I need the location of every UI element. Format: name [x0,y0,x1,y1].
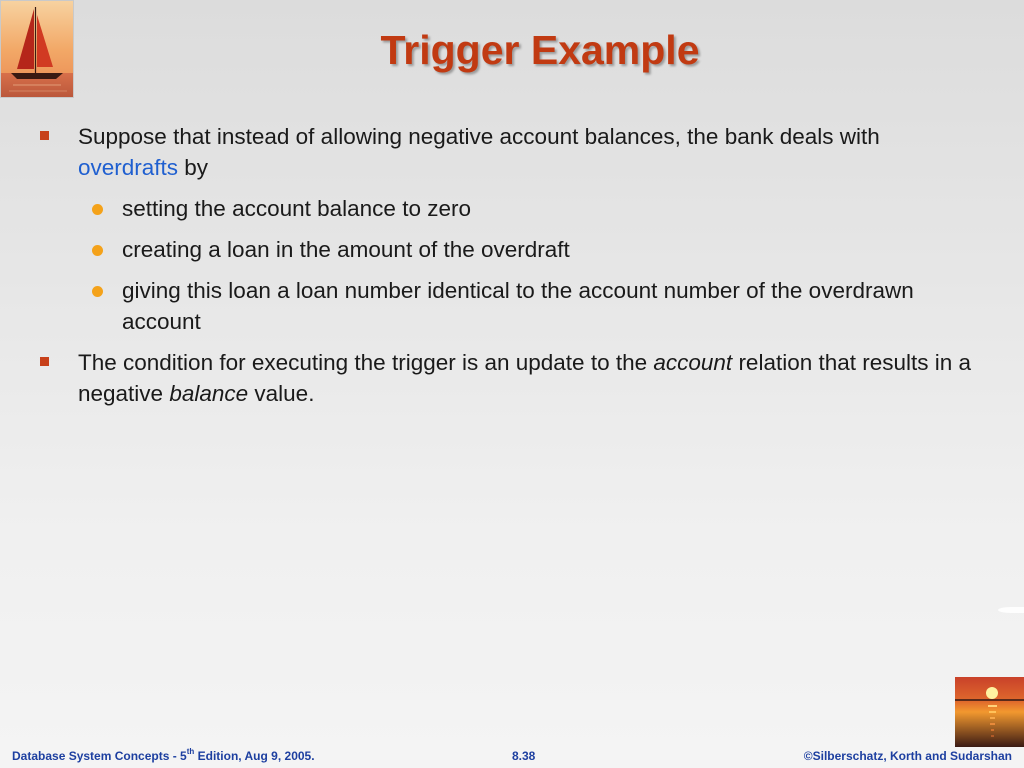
slide-title: Trigger Example [380,27,700,73]
square-bullet-icon [40,357,49,366]
square-bullet-icon [40,131,49,140]
dot-bullet-icon [92,286,103,297]
italic-term-account: account [653,350,733,375]
dot-bullet-icon [92,204,103,215]
sub-bullet-item: giving this loan a loan number identical to the account number of the overdrawn account [40,275,980,337]
sub-bullet-item: setting the account balance to zero [40,193,980,224]
page-number: 8.38 [512,749,536,763]
dot-bullet-icon [92,245,103,256]
bullet-item: The condition for executing the trigger is an update to the account relation that results in a negative balance value. [40,347,980,409]
sub-bullet-item: creating a loan in the amount of the overdraft [40,234,980,265]
footer-book-info: Database System Concepts - 5th Edition, Aug 9, 2005. [12,747,315,763]
footer [0,745,1024,765]
edge-highlight-mark [998,607,1024,613]
highlight-term: overdrafts [78,155,179,180]
bullet-item: Suppose that instead of allowing negative account balances, the bank deals with overdrafts by [40,121,980,183]
slide-content [40,121,980,419]
copyright: ©Silberschatz, Korth and Sudarshan [803,749,1012,763]
sunset-logo-icon [955,677,1024,747]
italic-term-balance: balance [169,381,249,406]
